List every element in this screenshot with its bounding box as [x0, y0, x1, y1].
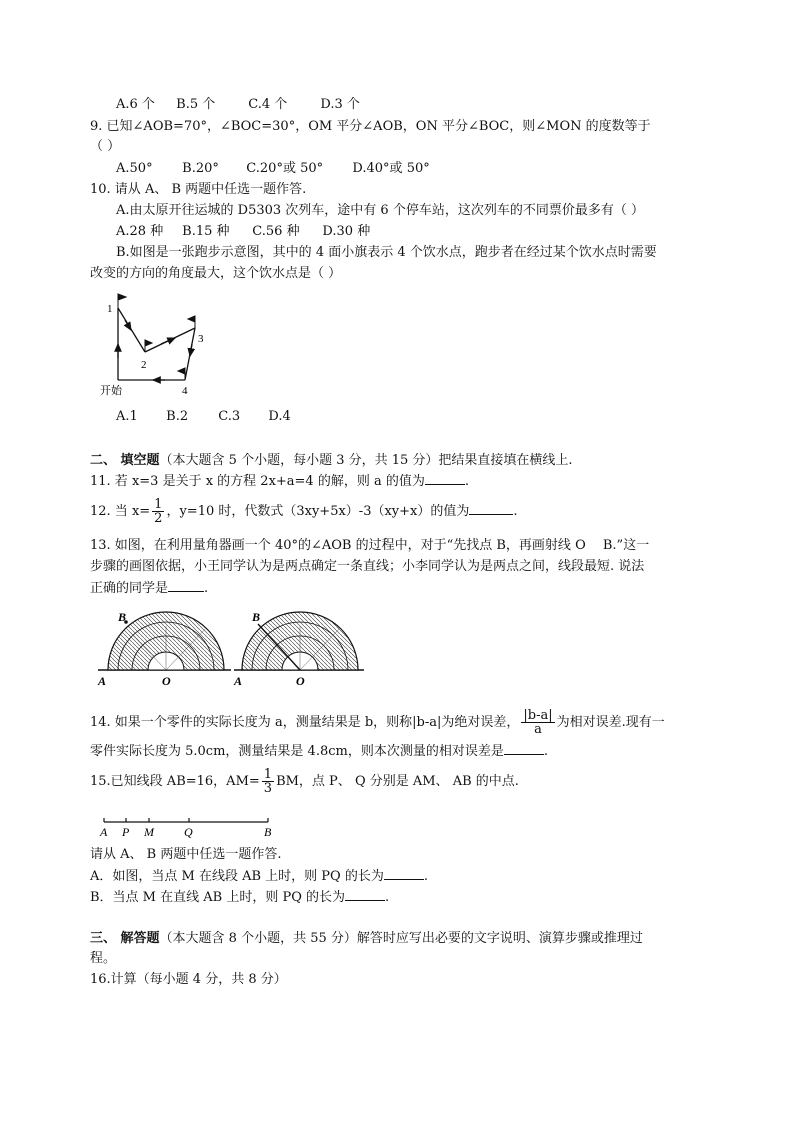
protractor-right: [233, 610, 364, 688]
q12-post: ，y=10 时，代数式（3xy+5x）-3（xy+x）的值为: [166, 504, 470, 519]
q14-fraction-den: a: [534, 722, 542, 737]
q15-fraction: [262, 768, 274, 795]
fig-label-start: 开始: [100, 385, 122, 397]
section3-desc-cont: 程。: [90, 951, 117, 966]
q15-b-answer-blank: [345, 888, 385, 901]
q15-b-text: B．当点 M 在直线 AB 上时，则 PQ 的长为: [90, 890, 346, 905]
segment-label-p: P: [122, 825, 130, 839]
section2-heading: [90, 452, 573, 470]
q9-option-c: C.20°或 50°: [246, 161, 324, 176]
q10-b-option-c: C.3: [218, 409, 241, 424]
q10-b-option-b: B.2: [166, 409, 189, 424]
q12-fraction-num: 1: [154, 497, 163, 512]
protractor-left-label-b: B: [118, 610, 127, 624]
q12: 12. 当 x= $\frac{1}{2}$ ，y=10 时，代数式（3xy+5x）-3（xy+x）的值为 .: [90, 497, 518, 526]
q15-fraction-den: 3: [263, 781, 273, 796]
route-arrow-2: [125, 320, 131, 330]
q14-fraction-num: |b-a|: [523, 708, 553, 723]
q10-b-line2: 改变的方向的角度最大，这个饮水点是（ ）: [90, 266, 342, 281]
q15-a: A．如图，当点 M 在线段 AB 上时，则 PQ 的长为 .: [90, 869, 428, 884]
segment-label-b: B: [264, 825, 272, 839]
q10-a-option-d: D.30 种: [322, 224, 371, 239]
q10-b-option-d: D.4: [268, 409, 291, 424]
fig-label-3: 3: [198, 333, 204, 345]
q13-line1: 13. 如图，在利用量角器画一个 40°的∠AOB 的过程中，对于“先找点 B，再画射线 O B.”这一: [90, 538, 650, 553]
q9-paren: （ ）: [90, 139, 121, 154]
q8-option-c: C.4 个: [248, 97, 288, 112]
fig-label-4: 4: [182, 385, 188, 397]
protractor-left: [97, 610, 231, 688]
q11-answer-blank: [425, 472, 465, 485]
q15-a-answer-blank: [384, 867, 424, 880]
q13-answer-blank: [168, 579, 204, 592]
q10-a-options: [116, 223, 370, 241]
q13-line2: 步骤的画图依据，小王同学认为是两点确定一条直线；小李同学认为是两点之间，线段最短. 说法: [90, 559, 645, 574]
q14-pre: 14. 如果一个零件的实际长度为 a，测量结果是 b，则称|b-a|为绝对误差，: [90, 715, 520, 730]
q10-b-option-a: A.1: [116, 409, 138, 424]
q10-a-text: A.由太原开往运城的 D5303 次列车，途中有 6 个停车站，这次列车的不同票价最多有（ ）: [116, 203, 644, 218]
q9-option-a: A.50°: [116, 161, 153, 176]
q12-pre: 12. 当 x=: [90, 504, 151, 519]
q14-line2-text: 零件实际长度为 5.0cm，测量结果是 4.8cm，则本次测量的相对误差是: [90, 744, 504, 759]
flag-1-icon: [118, 294, 126, 300]
protractor-figures: [96, 606, 366, 690]
q13-line3-text: 正确的同学是: [90, 581, 169, 596]
route-1-to-2: [118, 308, 145, 352]
protractor-left-label-o: O: [162, 674, 171, 688]
segment-label-a: A: [100, 825, 108, 839]
section3-heading: [90, 930, 643, 948]
q14-answer-blank: [504, 742, 544, 755]
q15-post: BM，点 P、 Q 分别是 AM、 AB 的中点.: [276, 774, 519, 789]
q11: 11. 若 x=3 是关于 x 的方程 2x+a=4 的解，则 a 的值为 .: [90, 474, 469, 489]
q14-line1: [90, 708, 665, 738]
q8-option-a: A.6 个: [116, 97, 155, 112]
route-arrow-3: [161, 338, 175, 344]
q15-fraction-num: 1: [263, 767, 273, 782]
q10-a-option-b: B.15 种: [182, 224, 230, 239]
segment-label-q: Q: [184, 825, 193, 839]
segment-figure: [96, 814, 286, 844]
q15-pre: 15.已知线段 AB=16，AM=: [90, 774, 260, 789]
section2-title: 二、 填空题: [90, 453, 160, 468]
running-route-figure: [95, 288, 225, 400]
fig-label-1: 1: [107, 303, 113, 315]
q14-fraction: [521, 709, 554, 736]
q15-a-text: A．如图，当点 M 在线段 AB 上时，则 PQ 的长为: [90, 869, 384, 884]
q9-options: [116, 160, 430, 178]
fig-label-2: 2: [141, 359, 147, 371]
q10-b-line1: B.如图是一张跑步示意图，其中的 4 面小旗表示 4 个饮水点，跑步者在经过某个饮水点时需要: [116, 245, 657, 260]
q10-a-option-c: C.56 种: [252, 224, 300, 239]
q12-answer-blank: [469, 502, 513, 515]
q11-text: 11. 若 x=3 是关于 x 的方程 2x+a=4 的解，则 a 的值为: [90, 474, 425, 489]
q9-stem: 9. 已知∠AOB=70°，∠BOC=30°，OM 平分∠AOB，ON 平分∠BOC，则∠MON 的度数等于: [90, 119, 651, 134]
flag-3-icon: [188, 316, 195, 322]
q16: 16.计算（每小题 4 分，共 8 分）: [90, 972, 287, 987]
q15-b: B．当点 M 在直线 AB 上时，则 PQ 的长为 .: [90, 890, 390, 905]
q14-post: 为相对误差.现有一: [556, 715, 665, 730]
section3-title: 三、 解答题: [90, 931, 160, 946]
q15-choose: 请从 A、 B 两题中任选一题作答.: [90, 847, 282, 862]
protractor-right-label-b: B: [252, 610, 261, 624]
section2-desc: （本大题含 5 个小题，每小题 3 分，共 15 分）把结果直接填在横线上.: [159, 453, 573, 468]
q12-fraction: [152, 498, 164, 525]
protractor-left-label-a: A: [98, 674, 107, 688]
q13-line3: 正确的同学是 .: [90, 581, 209, 596]
q9-option-d: D.40°或 50°: [352, 161, 430, 176]
q8-options: [116, 96, 360, 114]
q10-b-options: [116, 408, 291, 426]
q15-line1: [90, 768, 519, 796]
q8-option-d: D.3 个: [320, 97, 360, 112]
flag-2-icon: [145, 340, 152, 346]
q10-a-option-a: A.28 种: [116, 224, 164, 239]
q8-option-b: B.5 个: [176, 97, 216, 112]
protractor-right-label-o: O: [296, 674, 305, 688]
protractor-right-label-a: A: [234, 674, 243, 688]
q10-stem: 10. 请从 A、 B 两题中任选一题作答.: [90, 182, 307, 197]
q9-option-b: B.20°: [182, 161, 219, 176]
segment-label-m: M: [144, 825, 154, 839]
q14-line2: 零件实际长度为 5.0cm，测量结果是 4.8cm，则本次测量的相对误差是 .: [90, 744, 548, 759]
flag-4-icon: [178, 368, 185, 374]
section3-desc: （本大题含 8 个小题，共 55 分）解答时应写出必要的文字说明、演算步骤或推理过: [159, 931, 643, 946]
q12-fraction-den: 2: [154, 511, 163, 526]
